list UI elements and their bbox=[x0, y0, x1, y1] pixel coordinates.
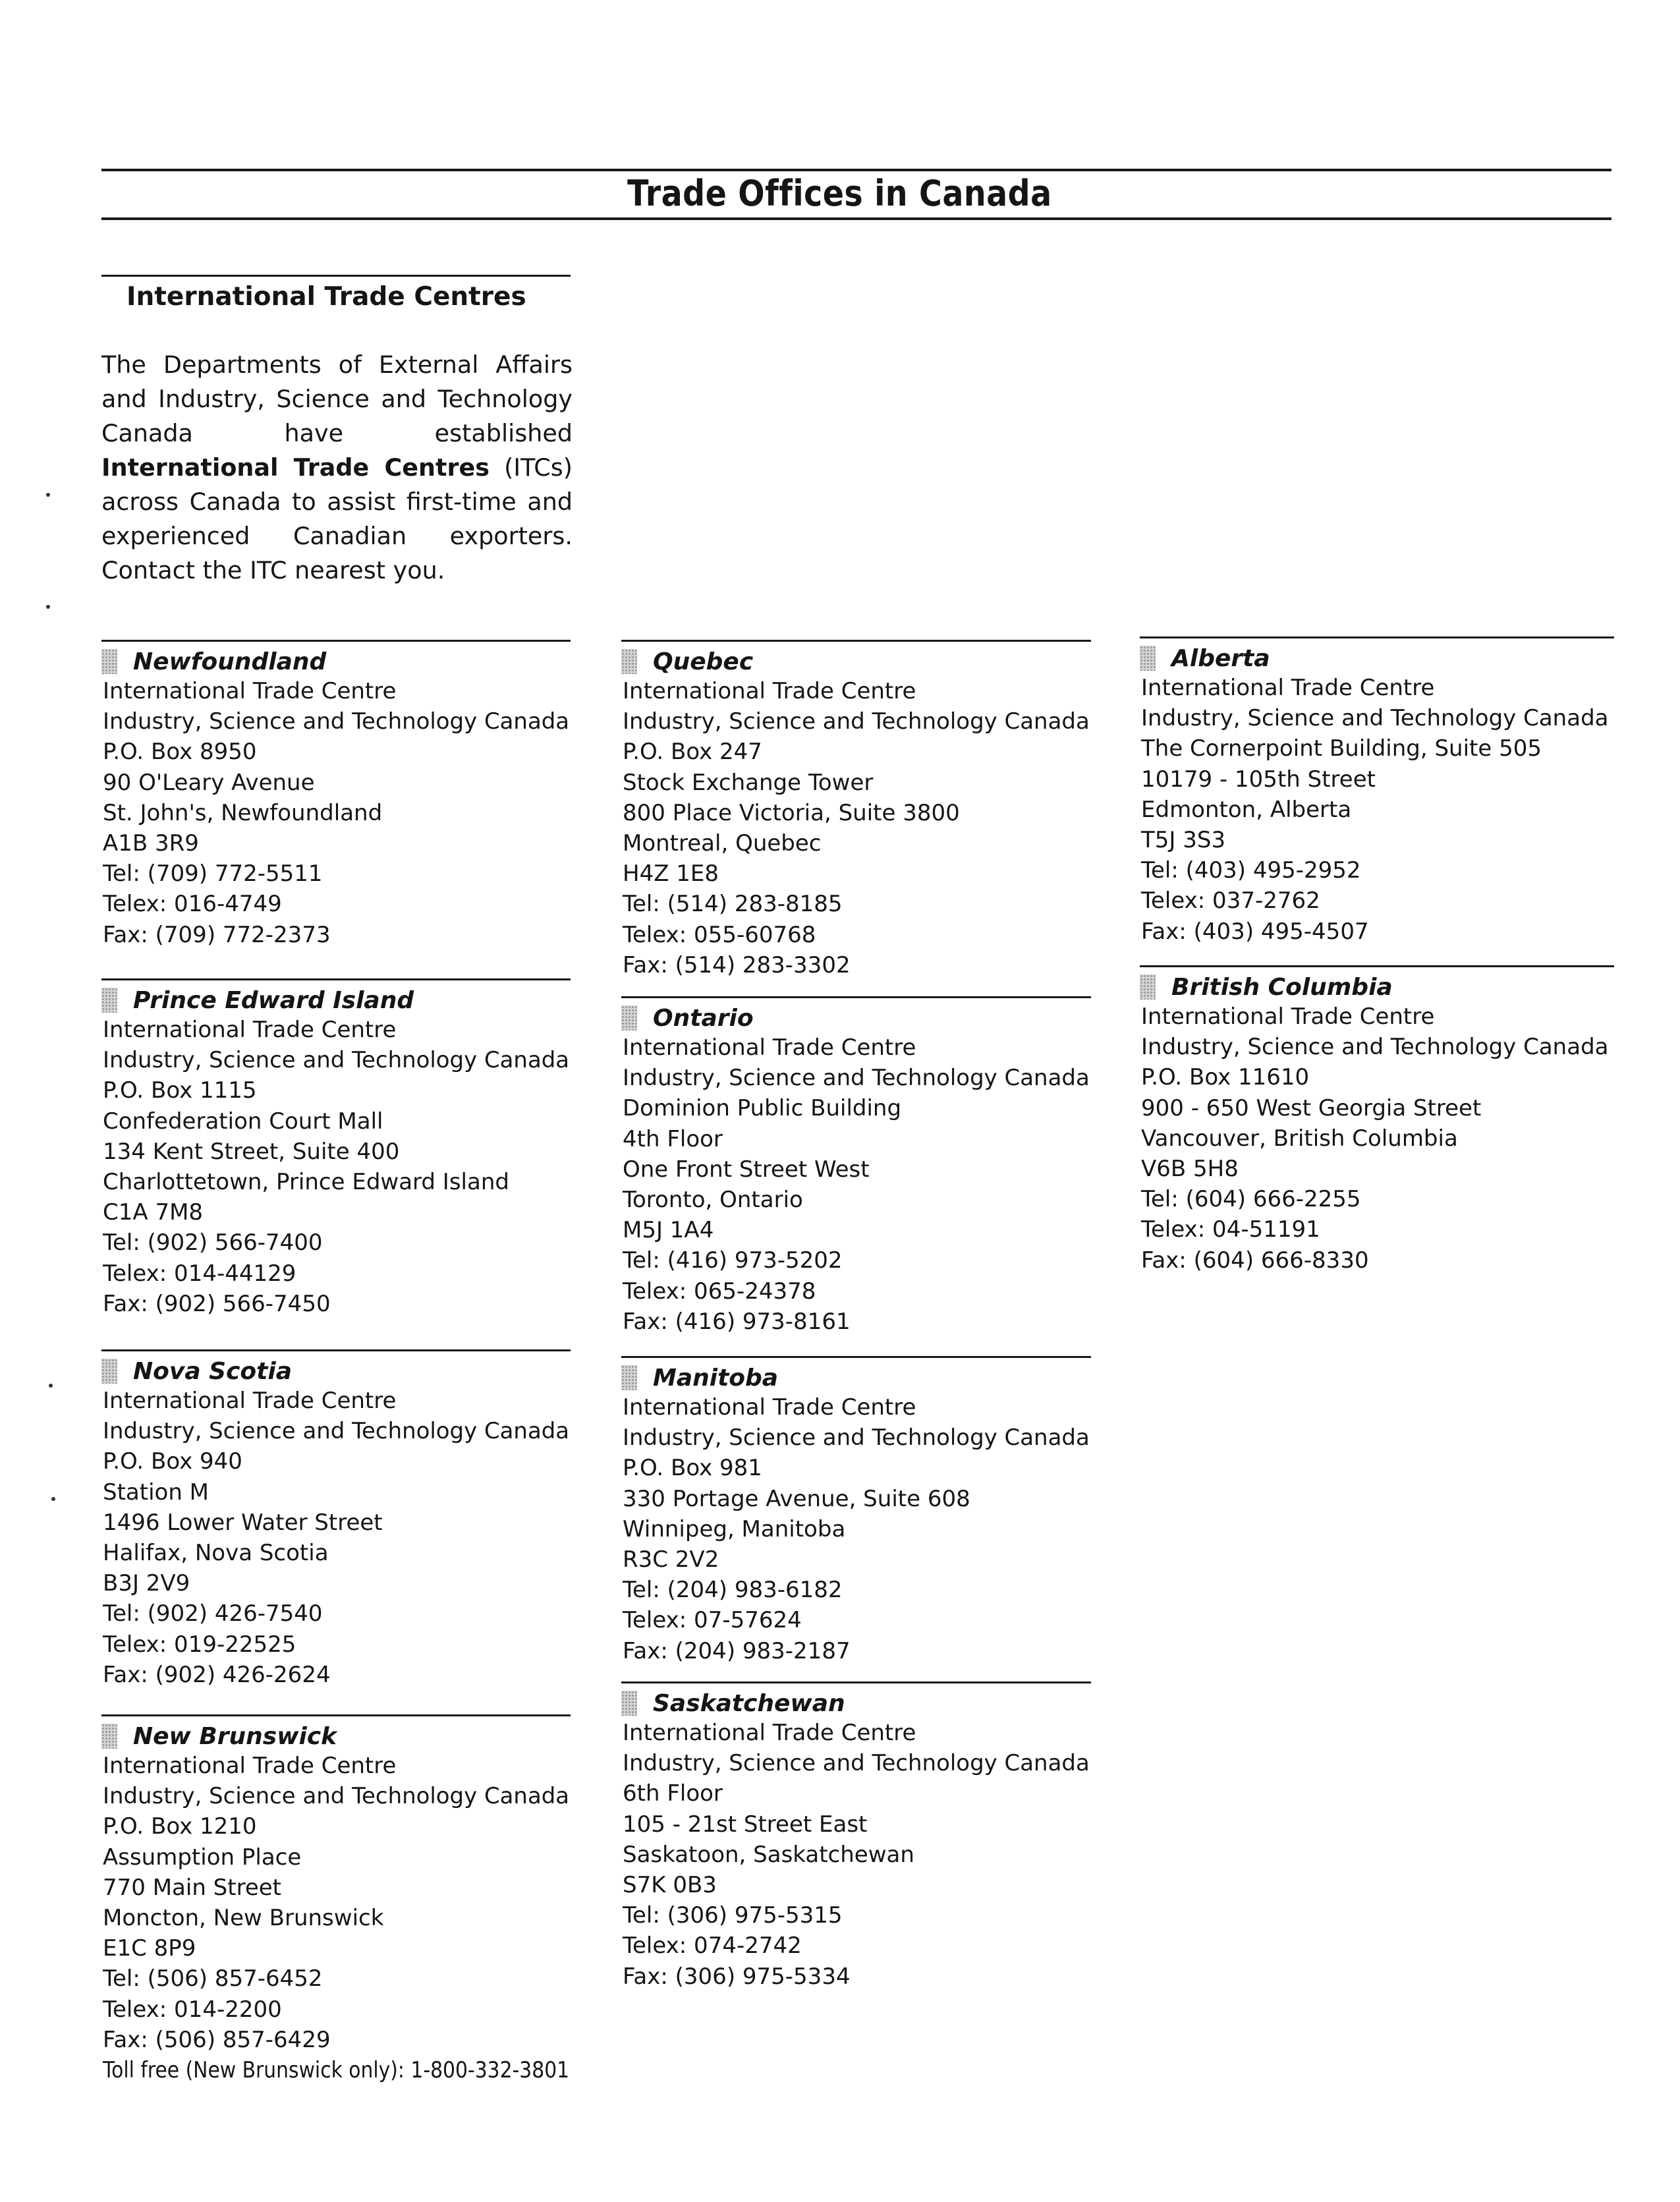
office-rule bbox=[101, 640, 571, 642]
office-line: International Trade Centre bbox=[103, 1753, 397, 1779]
office-line: Dominion Public Building bbox=[623, 1095, 902, 1122]
office-line: International Trade Centre bbox=[623, 1034, 916, 1061]
office-line: P.O. Box 11610 bbox=[1141, 1064, 1310, 1091]
shaded-marker-icon bbox=[101, 988, 117, 1013]
office-line: P.O. Box 1210 bbox=[103, 1813, 257, 1840]
office-line: Telex: 04-51191 bbox=[1141, 1216, 1320, 1243]
office-line: 900 - 650 West Georgia Street bbox=[1141, 1094, 1482, 1121]
office-line: Industry, Science and Technology Canada bbox=[103, 708, 570, 735]
shaded-marker-icon bbox=[101, 1724, 117, 1749]
office-header bbox=[1140, 971, 1393, 1003]
office-header bbox=[101, 984, 414, 1017]
office-line: E1C 8P9 bbox=[103, 1935, 196, 1962]
scan-speck bbox=[46, 493, 50, 497]
office-rule bbox=[101, 978, 571, 980]
section-heading: International Trade Centres bbox=[126, 282, 526, 312]
office-line: S7K 0B3 bbox=[623, 1872, 717, 1899]
office-line: H4Z 1E8 bbox=[623, 861, 719, 888]
office-address bbox=[1141, 1002, 1608, 1276]
shaded-marker-icon bbox=[621, 1365, 637, 1390]
office-line: Charlottetown, Prince Edward Island bbox=[103, 1169, 509, 1196]
office-line: International Trade Centre bbox=[623, 678, 916, 704]
shaded-marker-icon bbox=[1140, 974, 1156, 1000]
office-line: International Trade Centre bbox=[623, 1720, 916, 1746]
office-line: P.O. Box 981 bbox=[623, 1455, 762, 1482]
office-line: Winnipeg, Manitoba bbox=[623, 1515, 846, 1542]
shaded-marker-icon bbox=[1140, 646, 1156, 671]
office-line: Confederation Court Mall bbox=[103, 1108, 383, 1135]
scan-speck bbox=[49, 1384, 53, 1388]
office-province: British Columbia bbox=[1171, 973, 1393, 1001]
office-address bbox=[623, 676, 1090, 980]
office-line: Industry, Science and Technology Canada bbox=[623, 1065, 1090, 1092]
office-line: Industry, Science and Technology Canada bbox=[1141, 1034, 1609, 1061]
office-line: Industry, Science and Technology Canada bbox=[103, 1418, 570, 1445]
office-rule bbox=[621, 996, 1091, 998]
office-address bbox=[623, 1718, 1090, 1992]
office-province: Newfoundland bbox=[133, 648, 327, 675]
office-line: Tel: (604) 666-2255 bbox=[1141, 1186, 1361, 1213]
office-line: 90 O'Leary Avenue bbox=[103, 769, 315, 796]
office-line: M5J 1A4 bbox=[623, 1217, 714, 1244]
title-top-rule bbox=[101, 169, 1611, 171]
office-line: Tel: (306) 975-5315 bbox=[623, 1902, 843, 1929]
shaded-marker-icon bbox=[101, 1359, 117, 1384]
office-rule bbox=[621, 1681, 1091, 1683]
office-header bbox=[621, 645, 753, 678]
office-province: Prince Edward Island bbox=[133, 986, 414, 1014]
office-line: 330 Portage Avenue, Suite 608 bbox=[623, 1485, 970, 1512]
office-line: Stock Exchange Tower bbox=[623, 769, 874, 796]
office-line: A1B 3R9 bbox=[103, 830, 199, 857]
office-header bbox=[101, 1355, 292, 1388]
office-line: P.O. Box 940 bbox=[103, 1448, 242, 1475]
office-line: Fax: (902) 426-2624 bbox=[103, 1661, 331, 1688]
office-line: Fax: (506) 857-6429 bbox=[103, 2026, 331, 2053]
office-line: International Trade Centre bbox=[103, 678, 397, 704]
office-line: Fax: (416) 973-8161 bbox=[623, 1308, 851, 1335]
office-line: St. John's, Newfoundland bbox=[103, 799, 383, 826]
office-line: Tel: (902) 566-7400 bbox=[103, 1229, 323, 1256]
office-line: Telex: 016-4749 bbox=[103, 891, 282, 918]
shaded-marker-icon bbox=[621, 1691, 637, 1716]
office-line: Tel: (709) 772-5511 bbox=[103, 861, 323, 888]
office-line: Industry, Science and Technology Canada bbox=[623, 1425, 1090, 1452]
scan-speck bbox=[46, 605, 50, 609]
office-line: P.O. Box 8950 bbox=[103, 739, 257, 766]
office-line: One Front Street West bbox=[623, 1156, 870, 1183]
office-line: Tel: (902) 426-7540 bbox=[103, 1600, 323, 1627]
office-line: Tel: (416) 973-5202 bbox=[623, 1247, 843, 1274]
office-line: Fax: (403) 495-4507 bbox=[1141, 918, 1369, 945]
title-bottom-rule bbox=[101, 217, 1611, 220]
office-province: Manitoba bbox=[653, 1364, 779, 1392]
office-line: Fax: (709) 772-2373 bbox=[103, 921, 331, 948]
office-line: Telex: 014-44129 bbox=[103, 1260, 296, 1287]
office-line: Fax: (306) 975-5334 bbox=[623, 1963, 851, 1990]
office-line: 10179 - 105th Street bbox=[1141, 766, 1376, 793]
intro-text-start: The Departments of External Affairs and Industry, Science and Technology Canada have established bbox=[101, 351, 573, 447]
office-rule bbox=[101, 1349, 571, 1351]
office-line: P.O. Box 247 bbox=[623, 739, 762, 766]
office-line: Moncton, New Brunswick bbox=[103, 1905, 384, 1932]
office-province: New Brunswick bbox=[133, 1722, 337, 1750]
office-line: Tel: (506) 857-6452 bbox=[103, 1965, 323, 1992]
office-line: Industry, Science and Technology Canada bbox=[623, 1750, 1090, 1777]
office-line: Industry, Science and Technology Canada bbox=[623, 708, 1090, 735]
intro-text-bold: International Trade Centres bbox=[101, 453, 490, 482]
office-line: Fax: (604) 666-8330 bbox=[1141, 1247, 1369, 1274]
office-line: International Trade Centre bbox=[1141, 675, 1435, 701]
office-line: Telex: 037-2762 bbox=[1141, 888, 1320, 915]
office-line: C1A 7M8 bbox=[103, 1199, 204, 1226]
office-address bbox=[1141, 673, 1608, 947]
office-line: Telex: 055-60768 bbox=[623, 921, 816, 948]
office-line: Telex: 065-24378 bbox=[623, 1278, 816, 1305]
page-title: Trade Offices in Canada bbox=[627, 173, 1052, 214]
office-line: Telex: 07-57624 bbox=[623, 1607, 802, 1634]
office-line: Halifax, Nova Scotia bbox=[103, 1540, 329, 1567]
office-line: Tel: (403) 495-2952 bbox=[1141, 857, 1361, 884]
office-line: 134 Kent Street, Suite 400 bbox=[103, 1138, 400, 1165]
office-line: Toll free (New Brunswick only): 1-800-332-3801 bbox=[103, 2057, 570, 2084]
office-address bbox=[103, 676, 570, 950]
office-line: 6th Floor bbox=[623, 1780, 723, 1807]
office-line: Industry, Science and Technology Canada bbox=[1141, 705, 1609, 732]
office-address bbox=[103, 1015, 570, 1319]
office-rule bbox=[101, 1714, 571, 1716]
office-line: Montreal, Quebec bbox=[623, 830, 822, 857]
office-line: Vancouver, British Columbia bbox=[1141, 1125, 1458, 1152]
office-line: 1496 Lower Water Street bbox=[103, 1509, 383, 1536]
office-line: Tel: (514) 283-8185 bbox=[623, 891, 843, 918]
office-line: Telex: 019-22525 bbox=[103, 1631, 296, 1658]
office-header bbox=[621, 1361, 778, 1394]
office-line: 800 Place Victoria, Suite 3800 bbox=[623, 799, 960, 826]
office-address bbox=[623, 1032, 1090, 1337]
office-line: Fax: (204) 983-2187 bbox=[623, 1637, 851, 1664]
office-line: Toronto, Ontario bbox=[623, 1187, 803, 1214]
office-address bbox=[103, 1751, 635, 2085]
shaded-marker-icon bbox=[621, 649, 637, 674]
office-line: Fax: (902) 566-7450 bbox=[103, 1290, 331, 1317]
scan-speck bbox=[51, 1497, 55, 1501]
office-line: Telex: 014-2200 bbox=[103, 1996, 282, 2023]
office-line: International Trade Centre bbox=[103, 1017, 397, 1043]
office-line: International Trade Centre bbox=[1141, 1003, 1435, 1030]
office-line: T5J 3S3 bbox=[1141, 827, 1226, 854]
office-line: Telex: 074-2742 bbox=[623, 1933, 802, 1960]
office-line: 4th Floor bbox=[623, 1125, 723, 1152]
office-province: Saskatchewan bbox=[653, 1689, 845, 1717]
office-line: B3J 2V9 bbox=[103, 1570, 190, 1597]
office-line: The Cornerpoint Building, Suite 505 bbox=[1141, 735, 1542, 762]
office-line: Fax: (514) 283-3302 bbox=[623, 951, 851, 978]
office-address bbox=[623, 1392, 1090, 1666]
office-line: 770 Main Street bbox=[103, 1874, 281, 1901]
office-header bbox=[101, 645, 326, 678]
office-line: Station M bbox=[103, 1479, 210, 1506]
office-line: International Trade Centre bbox=[103, 1388, 397, 1414]
intro-text-end: (ITCs) across Canada to assist first-time and experienced Canadian exporters. Contact the ITC nearest you. bbox=[101, 453, 573, 584]
office-line: Edmonton, Alberta bbox=[1141, 796, 1352, 823]
office-province: Nova Scotia bbox=[133, 1357, 292, 1385]
office-line: Assumption Place bbox=[103, 1844, 302, 1871]
office-header bbox=[621, 1002, 754, 1034]
section-heading-rule bbox=[101, 275, 571, 277]
office-line: Industry, Science and Technology Canada bbox=[103, 1047, 570, 1074]
office-rule bbox=[621, 640, 1091, 642]
office-line: International Trade Centre bbox=[623, 1394, 916, 1421]
office-province: Quebec bbox=[653, 648, 754, 675]
shaded-marker-icon bbox=[621, 1005, 637, 1030]
office-rule bbox=[1140, 636, 1614, 638]
office-header bbox=[1140, 642, 1270, 675]
office-line: 105 - 21st Street East bbox=[623, 1811, 868, 1838]
office-line: P.O. Box 1115 bbox=[103, 1077, 257, 1104]
office-header bbox=[621, 1687, 845, 1720]
intro-paragraph bbox=[101, 348, 573, 588]
office-line: Industry, Science and Technology Canada bbox=[103, 1783, 570, 1810]
office-province: Ontario bbox=[653, 1004, 754, 1032]
shaded-marker-icon bbox=[101, 649, 117, 674]
office-rule bbox=[621, 1356, 1091, 1358]
office-address bbox=[103, 1386, 570, 1690]
office-line: V6B 5H8 bbox=[1141, 1156, 1239, 1183]
office-line: Saskatoon, Saskatchewan bbox=[623, 1841, 914, 1868]
office-province: Alberta bbox=[1171, 644, 1270, 672]
office-header bbox=[101, 1720, 337, 1753]
office-line: Tel: (204) 983-6182 bbox=[623, 1577, 843, 1604]
office-rule bbox=[1140, 965, 1614, 967]
office-line: R3C 2V2 bbox=[623, 1546, 719, 1573]
